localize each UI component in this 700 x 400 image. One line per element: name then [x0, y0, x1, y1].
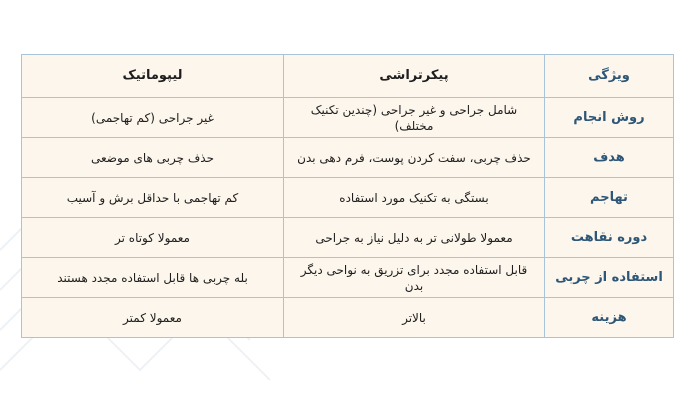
table-row — [22, 138, 674, 178]
row-lipomatic-cell: معمولا کوتاه تر — [22, 218, 284, 258]
table-header-row — [22, 55, 674, 98]
row-lipomatic-cell: حذف چربی های موضعی — [22, 138, 284, 178]
header-feature: ویژگی — [545, 55, 674, 98]
row-bodysculpting-cell: بالاتر — [284, 298, 545, 338]
table-row — [22, 218, 674, 258]
row-feature-label: استفاده از چربی — [545, 258, 674, 298]
row-feature-label: هزینه — [545, 298, 674, 338]
row-lipomatic-cell: غیر جراحی (کم تهاجمی) — [22, 98, 284, 138]
row-bodysculpting-cell: شامل جراحی و غیر جراحی (چندین تکنیک مختلف) — [284, 98, 545, 138]
header-bodysculpting: پیکرتراشی — [284, 55, 545, 98]
row-bodysculpting-cell: قابل استفاده مجدد برای تزریق به نواحی دیگر بدن — [284, 258, 545, 298]
row-lipomatic-cell: بله چربی ها قابل استفاده مجدد هستند — [22, 258, 284, 298]
row-bodysculpting-cell: بستگی به تکنیک مورد استفاده — [284, 178, 545, 218]
header-lipomatic: لیپوماتیک — [22, 55, 284, 98]
row-bodysculpting-cell: حذف چربی، سفت کردن پوست، فرم دهی بدن — [284, 138, 545, 178]
row-lipomatic-cell: معمولا کمتر — [22, 298, 284, 338]
row-feature-label: هدف — [545, 138, 674, 178]
table-row — [22, 178, 674, 218]
row-feature-label: تهاجم — [545, 178, 674, 218]
row-feature-label: دوره نقاهت — [545, 218, 674, 258]
table-row — [22, 298, 674, 338]
comparison-table — [21, 54, 674, 338]
row-bodysculpting-cell: معمولا طولانی تر به دلیل نیاز به جراحی — [284, 218, 545, 258]
table-row — [22, 258, 674, 298]
row-feature-label: روش انجام — [545, 98, 674, 138]
row-lipomatic-cell: کم تهاجمی با حداقل برش و آسیب — [22, 178, 284, 218]
table-row — [22, 98, 674, 138]
